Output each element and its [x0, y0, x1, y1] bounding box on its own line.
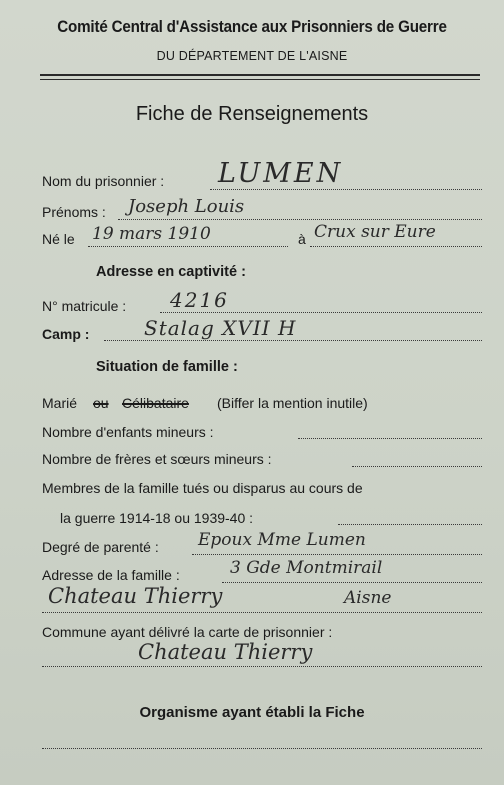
marie-option: Marié [42, 395, 78, 411]
camp-label: Camp : [42, 326, 90, 342]
freres-line [352, 466, 482, 467]
ne-le-label: Né le [42, 231, 75, 247]
a-label: à [298, 231, 306, 247]
organisme-line [42, 748, 482, 749]
prenoms-value: Joseph Louis [128, 196, 245, 217]
organisme-heading: Organisme ayant établi la Fiche [139, 704, 365, 721]
enfants-label: Nombre d'enfants mineurs : [42, 424, 214, 440]
membres-line [338, 524, 482, 525]
adresse-famille-value-2: Chateau Thierry [48, 584, 223, 608]
biffer-note: (Biffer la mention inutile) [217, 395, 368, 411]
celibataire-option: Célibataire [122, 395, 189, 411]
adresse-famille-value-3: Aisne [344, 588, 392, 608]
nom-line [210, 189, 482, 190]
adresse-famille-line-2 [42, 612, 482, 613]
prenoms-line [118, 219, 482, 220]
a-value: Crux sur Eure [314, 222, 436, 242]
department-subtitle: DU DÉPARTEMENT DE L'AISNE [156, 49, 348, 63]
matricule-line [160, 312, 482, 313]
situation-famille-heading: Situation de famille : [96, 359, 238, 375]
commune-value: Chateau Thierry [138, 640, 313, 664]
adresse-captivite-heading: Adresse en captivité : [96, 264, 246, 280]
enfants-line [298, 438, 482, 439]
matricule-value: 4216 [170, 288, 229, 312]
membres-label-2: la guerre 1914-18 ou 1939-40 : [60, 510, 254, 526]
adresse-famille-line-1 [222, 582, 482, 583]
commune-label: Commune ayant délivré la carte de prisonnier : [42, 624, 333, 640]
membres-label-1: Membres de la famille tués ou disparus au cours de [42, 480, 363, 496]
adresse-famille-value-1: 3 Gde Montmirail [230, 558, 383, 578]
header-rule-top [40, 74, 480, 76]
nom-value: LUMEN [218, 158, 344, 189]
a-line [310, 246, 482, 247]
degre-line [192, 554, 482, 555]
camp-value: Stalag XVII H [144, 316, 297, 340]
commune-line [42, 666, 482, 667]
matricule-label: N° matricule : [42, 298, 127, 314]
adresse-famille-label: Adresse de la famille : [42, 567, 180, 583]
ne-le-value: 19 mars 1910 [92, 224, 211, 244]
header-rule-bottom [40, 79, 480, 80]
camp-line [104, 340, 482, 341]
ne-le-line [88, 246, 288, 247]
degre-value: Epoux Mme Lumen [198, 530, 366, 550]
ou-text: ou [93, 395, 109, 411]
degre-label: Degré de parenté : [42, 539, 159, 555]
form-title: Fiche de Renseignements [135, 103, 369, 125]
nom-label: Nom du prisonnier : [42, 173, 165, 189]
committee-title: Comité Central d'Assistance aux Prisonniers de Guerre [57, 18, 447, 36]
freres-label: Nombre de frères et sœurs mineurs : [42, 451, 272, 467]
prenoms-label: Prénoms : [42, 204, 106, 220]
